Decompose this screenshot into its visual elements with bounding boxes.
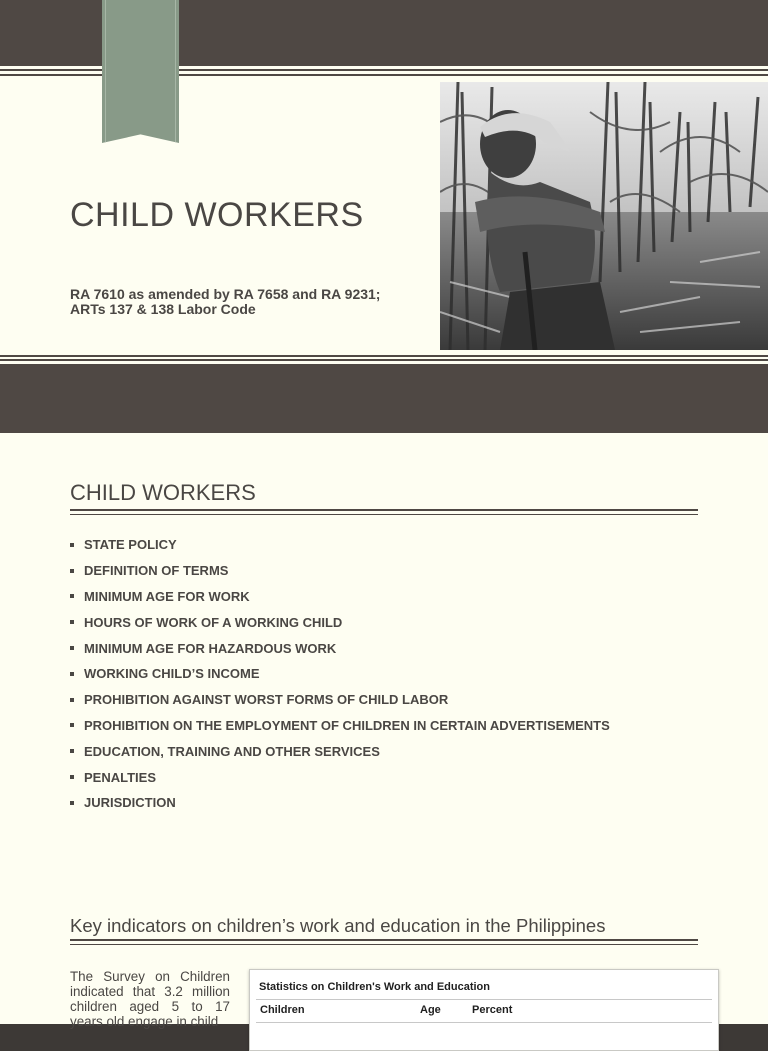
list-item-label: EDUCATION, TRAINING AND OTHER SERVICES <box>84 743 380 759</box>
survey-paragraph: The Survey on Children indicated that 3.2 million children aged 5 to 17 years old engage in child <box>70 969 230 1029</box>
bookmark-ribbon <box>102 0 179 143</box>
table-title: Statistics on Children's Work and Education <box>259 981 490 993</box>
list-item <box>70 713 610 739</box>
list-item <box>70 609 610 635</box>
list-item-label: HOURS OF WORK OF A WORKING CHILD <box>84 614 343 630</box>
table-divider <box>256 999 712 1000</box>
title-slide <box>0 0 768 433</box>
list-item-label: PROHIBITION AGAINST WORST FORMS OF CHILD LABOR <box>84 692 449 708</box>
list-item-label: JURISDICTION <box>84 795 176 811</box>
list-item <box>70 558 610 584</box>
bullet-icon <box>70 723 74 727</box>
list-item-label: MINIMUM AGE FOR WORK <box>84 588 250 604</box>
list-item <box>70 790 610 816</box>
list-item-label: DEFINITION OF TERMS <box>84 563 229 579</box>
column-header: Age <box>420 1004 441 1016</box>
subtitle-line: RA 7610 as amended by RA 7658 and RA 9231; <box>70 286 381 302</box>
bottom-divider <box>0 355 768 357</box>
bullet-icon <box>70 672 74 676</box>
bullet-icon <box>70 594 74 598</box>
list-item-label: MINIMUM AGE FOR HAZARDOUS WORK <box>84 640 337 656</box>
bottom-divider <box>0 359 768 361</box>
bottom-band <box>0 364 768 433</box>
bullet-icon <box>70 646 74 650</box>
heading-underline <box>70 509 698 515</box>
list-item <box>70 532 610 558</box>
bullet-icon <box>70 698 74 702</box>
outline-slide <box>0 433 768 1029</box>
list-item <box>70 584 610 610</box>
list-item-label: PROHIBITION ON THE EMPLOYMENT OF CHILDREN IN CERTAIN ADVERTISEMENTS <box>84 717 610 733</box>
slide-subtitle <box>70 287 380 317</box>
list-item <box>70 764 610 790</box>
list-item-label: PENALTIES <box>84 769 156 785</box>
bullet-icon <box>70 569 74 573</box>
list-item <box>70 738 610 764</box>
outline-heading: CHILD WORKERS <box>70 480 256 505</box>
topic-list <box>70 532 610 816</box>
bullet-icon <box>70 620 74 624</box>
list-item-label: STATE POLICY <box>84 537 177 553</box>
subtitle-line: ARTs 137 & 138 Labor Code <box>70 301 256 317</box>
column-header: Percent <box>472 1004 513 1016</box>
bullet-icon <box>70 775 74 779</box>
bullet-icon <box>70 543 74 547</box>
bullet-icon <box>70 801 74 805</box>
bullet-icon <box>70 749 74 753</box>
section-heading: Key indicators on children’s work and education in the Philippines <box>70 915 606 936</box>
column-header: Children <box>260 1004 305 1016</box>
section-underline <box>70 939 698 945</box>
list-item-label: WORKING CHILD’S INCOME <box>84 666 260 682</box>
statistics-table <box>249 969 719 1051</box>
child-worker-photo <box>440 82 768 350</box>
list-item <box>70 661 610 687</box>
list-item <box>70 687 610 713</box>
list-item <box>70 635 610 661</box>
table-divider <box>256 1022 712 1023</box>
slide-title: CHILD WORKERS <box>70 196 364 234</box>
